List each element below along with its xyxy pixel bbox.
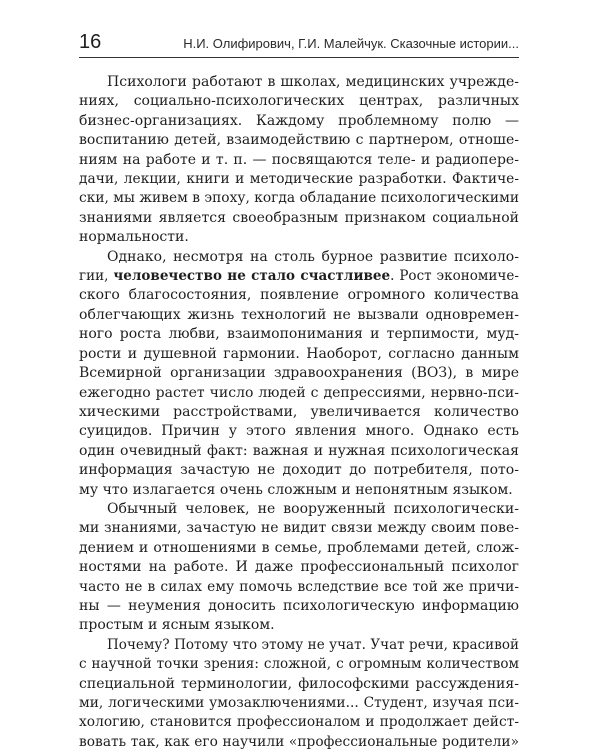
text-line: бизнес-организациях. Каждому проблемному полю —	[79, 112, 519, 129]
emphasis-text: человечество не стало счастливее	[113, 268, 391, 285]
text-line: ны — неумения доносить психологическую информацию	[79, 597, 519, 614]
running-title: Н.И. Олифирович, Г.И. Малейчук. Сказочные истории...	[183, 36, 519, 51]
text-line-with-emphasis	[79, 267, 519, 286]
text-fragment: . Рост экономиче-	[390, 268, 519, 285]
text-line: облегчающих жизнь технологий не вызвали одновремен-	[79, 306, 519, 323]
page-number: 16	[79, 31, 102, 53]
paragraph-1	[79, 73, 519, 248]
text-line: му что излагается очень сложным и непонятным языком.	[79, 481, 513, 498]
text-line: дением и отношениями в семье, проблемами детей, слож-	[79, 539, 519, 556]
paragraph-3	[79, 500, 519, 636]
text-line: информация зачастую не доходит до потребителя, пото-	[79, 462, 519, 479]
text-line: ниям на работе и т. п. — посвящаются теле- и радиопере-	[79, 151, 519, 168]
text-line: Обычный человек, не вооруженный психологически-	[107, 500, 519, 517]
text-line: простым и ясным языком.	[79, 617, 275, 634]
page-header	[79, 30, 519, 58]
text-line: один очевидный факт: важная и нужная психологическая	[79, 442, 519, 459]
text-line: суицидов. Причин у этого явления много. Однако есть	[79, 423, 519, 440]
text-line: Почему? Потому что этому не учат. Учат речи, красивой	[107, 636, 519, 653]
text-line: ми знаниями, зачастую не видит связи между своим пове-	[79, 520, 519, 537]
text-line: ежегодно растет число людей с депрессиями, нервно-пси-	[79, 384, 519, 401]
paragraph-4	[79, 636, 519, 752]
text-line: ми, логическими умозаключениями... Студент, изучая пси-	[79, 695, 519, 711]
text-line: Психологи работают в школах, медицинских учрежде-	[107, 74, 519, 90]
text-line: ски, мы живем в эпоху, когда обладание психологическими	[79, 190, 519, 207]
text-line: ниях, социально-психологических центрах, различных	[79, 93, 519, 110]
text-line: Однако, несмотря на столь бурное развитие психоло-	[107, 248, 519, 265]
body-text	[79, 73, 519, 752]
text-line: хологию, становится профессионалом и продолжает дейст-	[79, 714, 519, 731]
paragraph-2	[79, 248, 519, 500]
text-line: ностями на работе. И даже профессиональный психолог	[79, 559, 519, 576]
text-line: рости и душевной гармонии. Наоборот, согласно данным	[79, 345, 519, 362]
text-line: вовать так, как его научили «профессиональные родители»	[79, 733, 519, 750]
text-line: ного роста любви, взаимопонимания и терпимости, муд-	[79, 326, 519, 343]
text-line: Всемирной организации здравоохранения (ВОЗ), в мире	[79, 365, 519, 382]
text-line: с научной точки зрения: сложной, с огромным количеством	[79, 656, 519, 673]
text-line: часто не в силах ему помочь вследствие все той же причи-	[79, 578, 519, 595]
text-fragment: гии,	[79, 268, 114, 285]
text-line: хическими расстройствами, увеличивается количество	[79, 403, 519, 420]
text-line: воспитанию детей, взаимодействию с партнером, отноше-	[79, 132, 519, 149]
text-line: знаниями является своеобразным признаком социальной	[79, 209, 519, 226]
text-line: дачи, лекции, книги и методические разработки. Фактиче-	[79, 171, 519, 188]
text-line: специальной терминологии, философскими рассуждения-	[79, 675, 519, 692]
text-line: нормальности.	[79, 229, 189, 246]
text-line: ского благосостояния, появление огромного количества	[79, 287, 519, 304]
